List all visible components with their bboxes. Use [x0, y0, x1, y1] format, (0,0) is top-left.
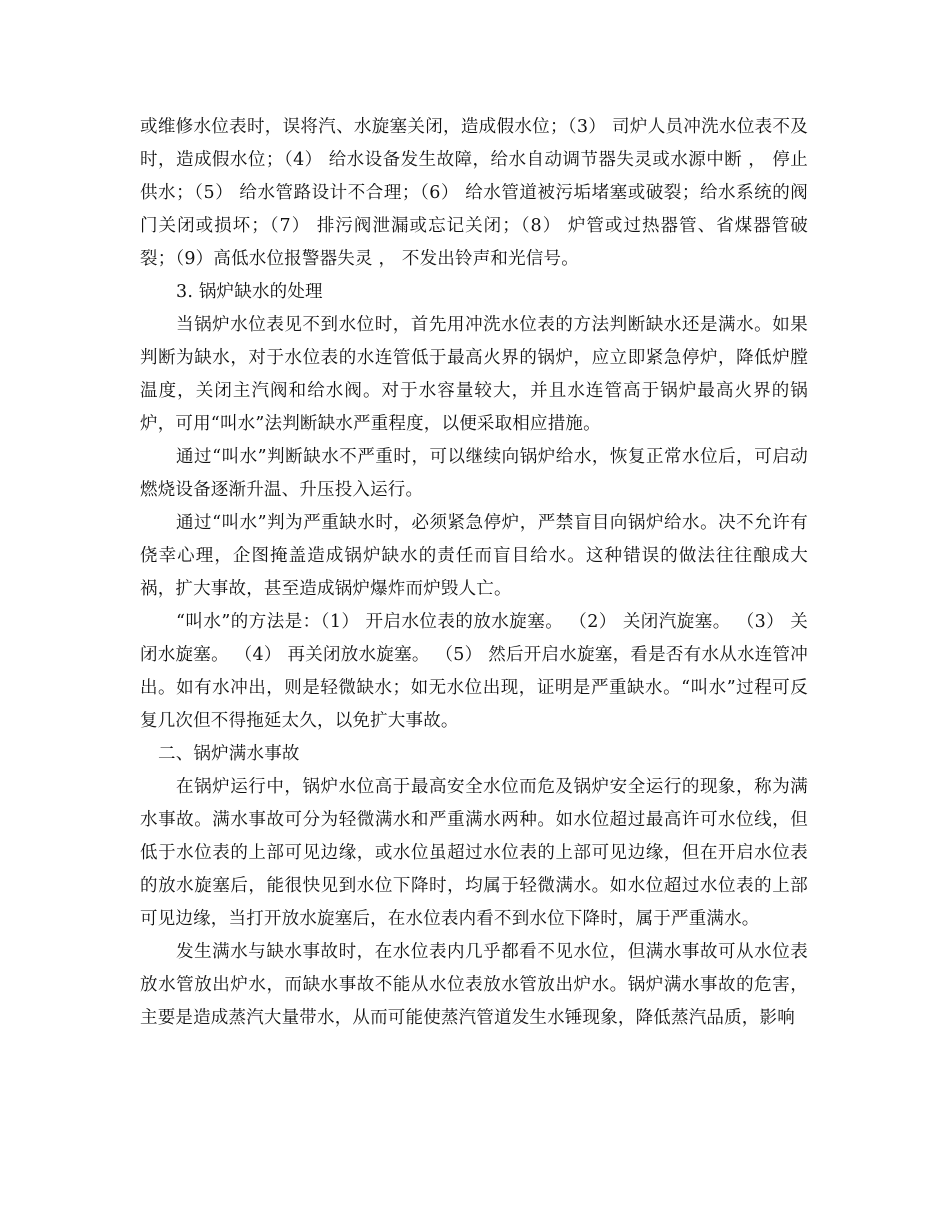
section-heading-high-water-accident: 二、锅炉满水事故: [158, 744, 300, 764]
paragraph-severe: 通过“叫水”判为严重缺水时，必须紧急停炉，严禁盲目向锅炉给水。决不允许有侥幸心理，企图掩盖造成锅炉缺水的责任而盲目给水。这种错误的做法往往酿成大祸，扩大事故，甚至造成锅炉爆炸而炉毁人亡。: [140, 513, 808, 599]
paragraph-high-water-definition: 在锅炉运行中，锅炉水位高于最高安全水位而危及锅炉安全运行的现象，称为满水事故。满水事故可分为轻微满水和严重满水两种。如水位超过最高许可水位线，但低于水位表的上部可见边缘，或水位虽超过水位表的上部可见边缘，但在开启水位表的放水旋塞后，能很快见到水位下降时，均属于轻微满水。如水位超过水位表的上部可见边缘，当打开放水旋塞后，在水位表内看不到水位下降时，属于严重满水。: [140, 777, 808, 929]
paragraph-low-water-handling: 当锅炉水位表见不到水位时，首先用冲洗水位表的方法判断缺水还是满水。如果判断为缺水，对于水位表的水连管低于最高火界的锅炉，应立即紧急停炉，降低炉膛温度，关闭主汽阀和给水阀。对于水容量较大，并且水连管高于锅炉最高火界的锅炉，可用“叫水”法判断缺水严重程度，以便采取相应措施。: [140, 315, 808, 434]
paragraph-not-severe: 通过“叫水”判断缺水不严重时，可以继续向锅炉给水，恢复正常水位后，可启动燃烧设备逐渐升温、升压投入运行。: [140, 447, 808, 500]
section-heading-low-water-handling: 3. 锅炉缺水的处理: [176, 282, 323, 302]
paragraph-high-water-hazard: 发生满水与缺水事故时，在水位表内几乎都看不见水位，但满水事故可从水位表放水管放出炉水，而缺水事故不能从水位表放水管放出炉水。锅炉满水事故的危害，主要是造成蒸汽大量带水，从而可能使蒸汽管道发生水锤现象，降低蒸汽品质，影响: [140, 942, 808, 1028]
document-body: [140, 111, 808, 1035]
paragraph-call-water-method: “叫水”的方法是：（1） 开启水位表的放水旋塞。 （2） 关闭汽旋塞。 （3） 关闭水旋塞。 （4） 再关闭放水旋塞。 （5） 然后开启水旋塞，看是否有水从水连管冲出。如有水冲出，则是轻微缺水；如无水位出现，证明是严重缺水。“叫水”过程可反复几次但不得拖延太久，以免扩大事故。: [140, 612, 808, 731]
paragraph-causes-continued: 或维修水位表时，误将汽、水旋塞关闭，造成假水位；（3） 司炉人员冲洗水位表不及时，造成假水位；（4） 给水设备发生故障，给水自动调节器失灵或水源中断 ， 停止供水；（5） 给水管路设计不合理；（6） 给水管道被污垢堵塞或破裂；给水系统的阀门关闭或损坏；（7） 排污阀泄漏或忘记关闭；（8） 炉管或过热器管、省煤器管破裂；（9）高低水位报警器失灵 ， 不发出铃声和光信号。: [140, 117, 809, 269]
